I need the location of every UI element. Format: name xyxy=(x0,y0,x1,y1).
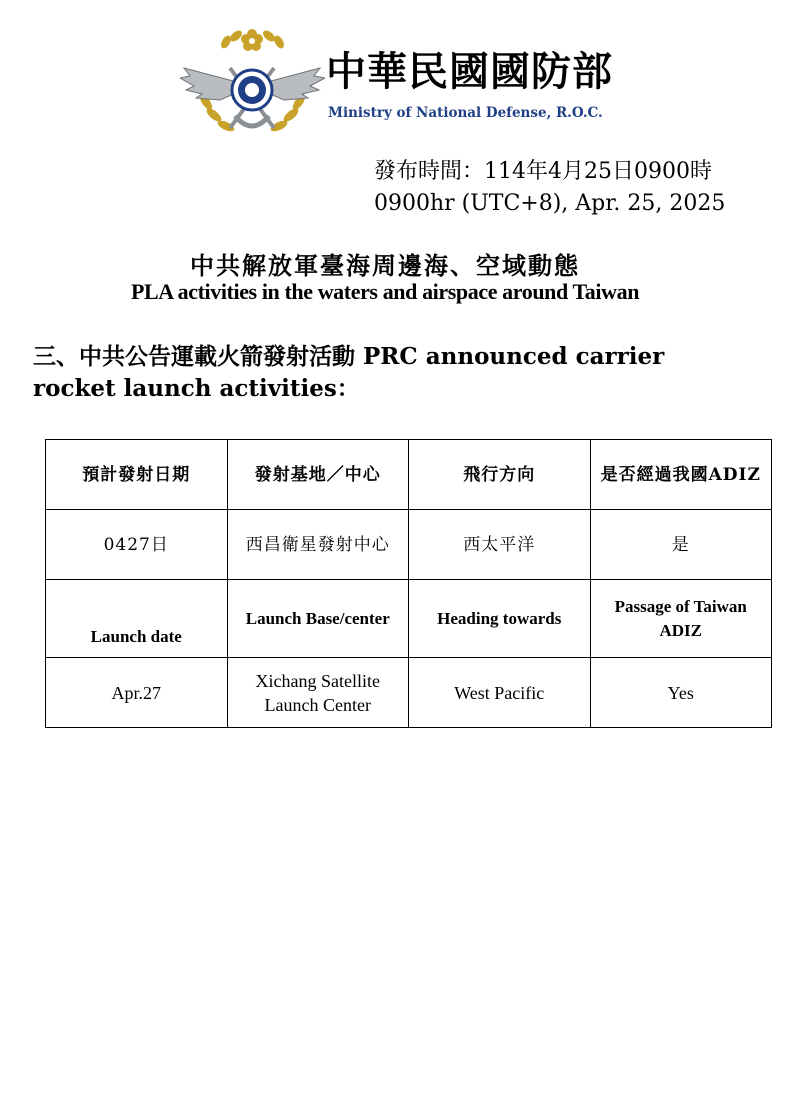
table-row-zh xyxy=(46,510,772,580)
ministry-name-zh: 中華民國國防部 xyxy=(326,49,613,95)
table-header-row-en xyxy=(46,580,772,658)
table-row-en xyxy=(46,658,772,728)
table-header-cell: Launch Base/center xyxy=(227,580,409,658)
table-cell: Yes xyxy=(590,658,772,728)
table-header-cell: Launch date xyxy=(46,580,228,658)
document-title-zh: 中共解放軍臺海周邊海、空域動態 xyxy=(190,251,580,280)
release-time-en: 0900hr (UTC+8), Apr. 25, 2025 xyxy=(374,191,726,216)
ministry-name-en: Ministry of National Defense, R.O.C. xyxy=(328,105,603,121)
table-cell: Xichang Satellite Launch Center xyxy=(227,658,409,728)
launch-activity-table xyxy=(45,439,772,728)
table-header-cell: 飛行方向 xyxy=(409,440,591,510)
table-header-cell: Heading towards xyxy=(409,580,591,658)
table-header-cell: Passage of Taiwan ADIZ xyxy=(590,580,772,658)
section-heading: 三、中共公告運載火箭發射活動 PRC announced carrier rocket launch activities： xyxy=(33,343,665,402)
table-cell: 是 xyxy=(590,510,772,580)
table-header-cell: 是否經過我國ADIZ xyxy=(590,440,772,510)
table-cell: Apr.27 xyxy=(46,658,228,728)
ministry-emblem-icon xyxy=(180,28,325,146)
table-cell: West Pacific xyxy=(409,658,591,728)
table-header-row-zh xyxy=(46,440,772,510)
table-header-cell: 預計發射日期 xyxy=(46,440,228,510)
page-header xyxy=(180,28,640,146)
table-cell: 西太平洋 xyxy=(409,510,591,580)
release-time xyxy=(374,156,725,220)
table-cell: 西昌衛星發射中心 xyxy=(227,510,409,580)
document-title-en: PLA activities in the waters and airspace around Taiwan xyxy=(130,279,640,304)
table-header-cell: 發射基地／中心 xyxy=(227,440,409,510)
table-cell: 0427日 xyxy=(46,510,228,580)
release-time-zh: 發布時間：114年4月25日0900時 xyxy=(374,159,712,184)
